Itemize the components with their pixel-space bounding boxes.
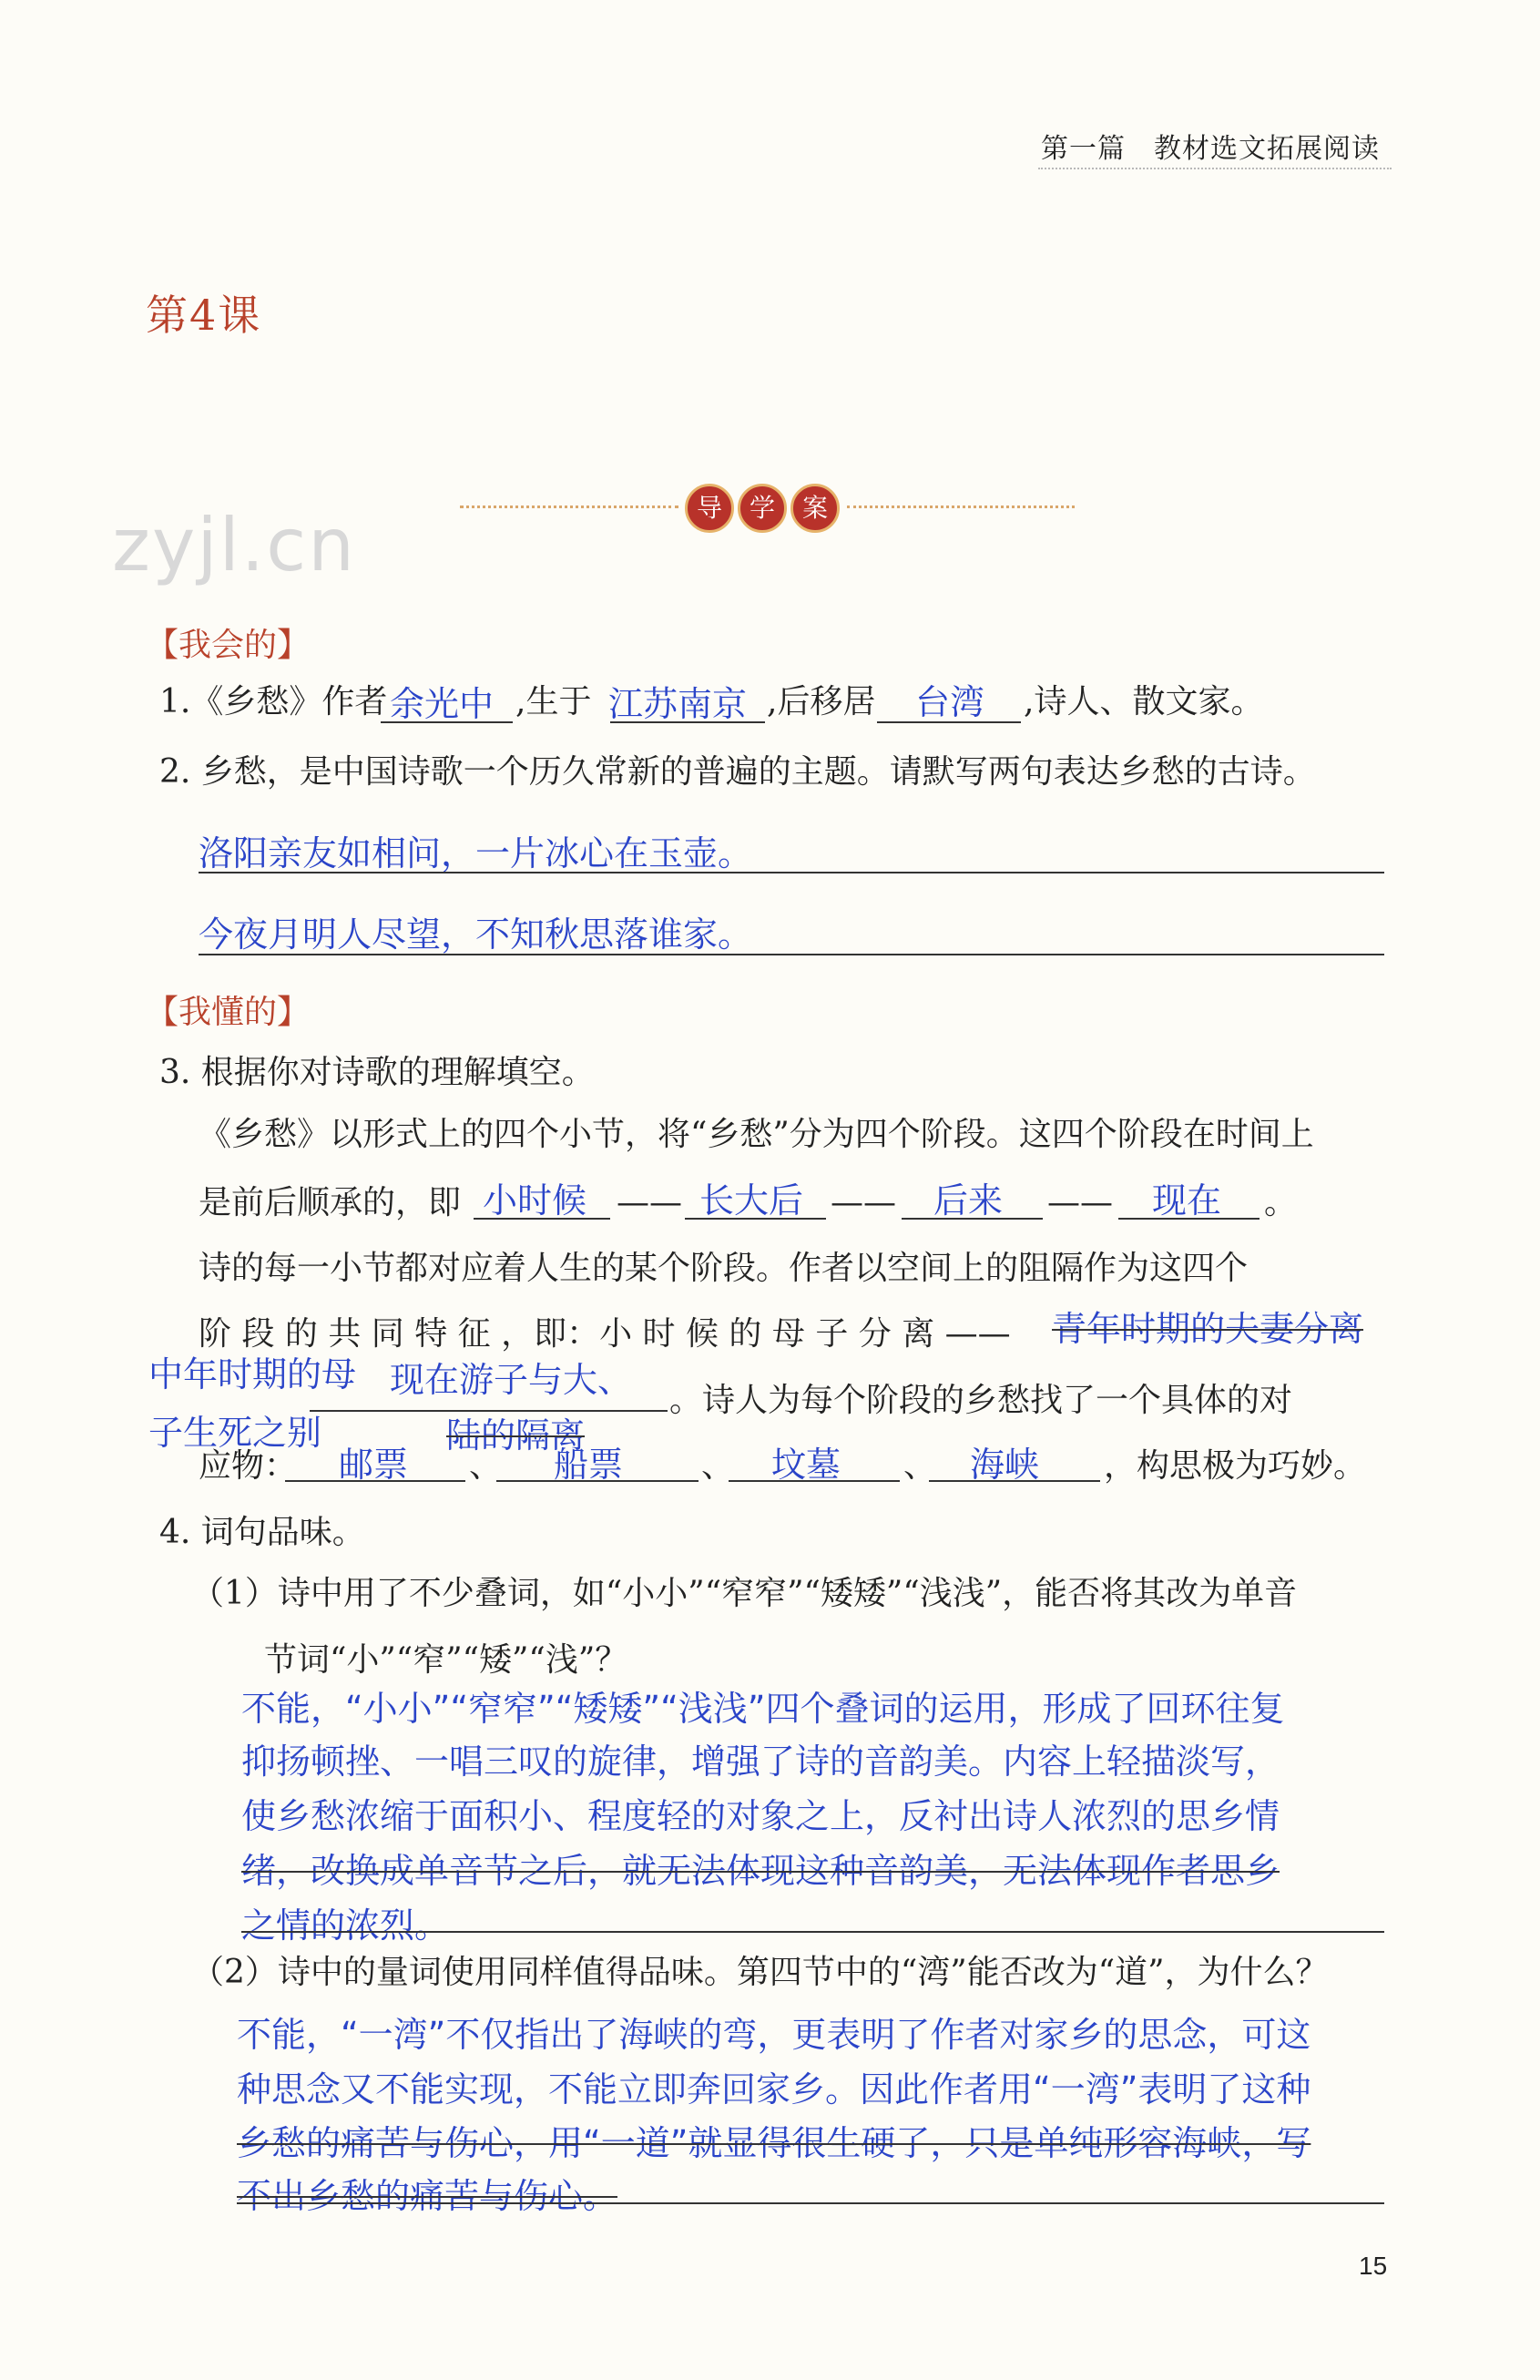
q3-line-4: 阶 段 的 共 同 特 征 ，即：小 时 候 的 母 子 分 离 —— (199, 1315, 1011, 1353)
q1-text-4: ,诗人、散文家。 (1024, 683, 1264, 720)
q3-answer-feature-3a: 现在游子与大、 (390, 1360, 633, 1400)
q3-sep-3: 、 (903, 1447, 937, 1485)
q3-line-6-end: ，构思极为巧妙。 (1104, 1447, 1367, 1485)
q3-answer-stage-4: 现在 (1152, 1180, 1222, 1221)
q3-answer-object-2: 船票 (554, 1445, 624, 1485)
q3-blank-feature-2 (310, 1410, 378, 1412)
banner-seal-1: 导 (685, 484, 734, 533)
q3-sep-1: 、 (469, 1447, 503, 1485)
q3-line-1: 《乡愁》以形式上的四个小节，将“乡愁”分为四个阶段。这四个阶段在时间上 (199, 1116, 1314, 1153)
q3-answer-feature-2b: 子生死之别 (148, 1413, 322, 1453)
q3-answer-stage-1: 小时候 (483, 1180, 587, 1221)
q3-blank-feature-3 (378, 1410, 668, 1412)
q1-text-2: ,生于 (515, 683, 592, 720)
q3-answer-object-4: 海峡 (970, 1445, 1040, 1485)
q2-line-1 (199, 872, 1384, 873)
q4-answer-2-line-2: 种思念又不能实现，不能立即奔回家乡。因此作者用“一湾”表明了这种 (237, 2069, 1311, 2109)
banner-dots-right (847, 506, 1075, 508)
q3-dash-2: —— (831, 1184, 896, 1221)
q3-line-6-lead: 应物： (199, 1447, 298, 1485)
q3-sep-2: 、 (701, 1447, 735, 1485)
q3-dash-3: —— (1047, 1184, 1113, 1221)
q3-dash-1: —— (617, 1184, 682, 1221)
watermark: zyjl.cn (112, 503, 356, 587)
banner-seal-3: 案 (790, 484, 840, 533)
q3-line-5: 。诗人为每个阶段的乡愁找了一个具体的对 (669, 1382, 1293, 1419)
q4-part-1-line-1: （1）诗中用了不少叠词，如“小小”“窄窄”“矮矮”“浅浅”，能否将其改为单音 (191, 1575, 1298, 1612)
q2-prompt: 2. 乡愁，是中国诗歌一个历久常新的普遍的主题。请默写两句表达乡愁的古诗。 (159, 753, 1316, 791)
q3-answer-feature-2a: 中年时期的母 (148, 1354, 357, 1394)
q1-text-1: 1.《乡愁》作者 (159, 683, 388, 720)
q2-answer-2: 今夜月明人尽望，不知秋思落谁家。 (199, 914, 753, 955)
q3-answer-object-1: 邮票 (339, 1445, 409, 1485)
q4-answer-1-line-2: 抑扬顿挫、一唱三叹的旋律，增强了诗的音韵美。内容上轻描淡写， (241, 1742, 1280, 1782)
q2-answer-1: 洛阳亲友如相问，一片冰心在玉壶。 (199, 833, 753, 873)
q3-answer-stage-3: 后来 (933, 1180, 1004, 1221)
banner-dots-left (460, 506, 678, 508)
q3-line-2-end: 。 (1264, 1184, 1298, 1221)
section-heading-known: 【我会的】 (146, 627, 311, 664)
header-divider (1038, 168, 1392, 169)
q4-part-2: （2）诗中的量词使用同样值得品味。第四节中的“湾”能否改为“道”，为什么？ (191, 1954, 1329, 1991)
q3-line-2-lead: 是前后顺承的，即 (199, 1184, 462, 1221)
q3-line-3: 诗的每一小节都对应着人生的某个阶段。作者以空间上的阻隔作为这四个 (199, 1250, 1249, 1287)
q3-prompt: 3. 根据你对诗歌的理解填空。 (159, 1054, 595, 1091)
q4-answer-1-line-5: 之情的浓烈。 (241, 1905, 450, 1946)
q4-answer-2-line-1: 不能，“一湾”不仅指出了海峡的弯，更表明了作者对家乡的思念，可这 (237, 2015, 1311, 2055)
q1-answer-moved-to: 台湾 (915, 682, 985, 722)
section-heading-understand: 【我懂的】 (146, 994, 311, 1031)
q4-answer-1-line-4: 绪，改换成单音节之后，就无法体现这种音韵美，无法体现作者思乡 (241, 1851, 1280, 1891)
q4-answer-2-line-3: 乡愁的痛苦与伤心，用“一道”就显得很生硬了，只是单纯形容海峡，写 (237, 2123, 1311, 2163)
q4-answer-2-underline (237, 2202, 1384, 2204)
q2-line-2 (199, 954, 1384, 955)
banner-seal-2: 学 (738, 484, 787, 533)
q4-prompt: 4. 词句品味。 (159, 1514, 365, 1551)
q1-text-3: ,后移居 (767, 683, 876, 720)
page-number: 15 (1359, 2252, 1388, 2280)
q3-answer-object-3: 坟墓 (771, 1445, 841, 1485)
q3-answer-feature-1: 青年时期的夫妻分离 (1052, 1309, 1364, 1349)
q4-answer-1-underline (241, 1931, 1384, 1933)
q4-answer-1-line-1: 不能，“小小”“窄窄”“矮矮”“浅浅”四个叠词的运用，形成了回环往复 (241, 1689, 1285, 1729)
q1-answer-birthplace: 江苏南京 (608, 684, 748, 724)
q1-answer-author: 余光中 (390, 684, 495, 724)
q4-answer-2-line-4: 不出乡愁的痛苦与伤心。 (237, 2176, 618, 2216)
q3-answer-feature-3b: 陆的隔离 (446, 1415, 586, 1456)
q4-part-1-line-2: 节词“小”“窄”“矮”“浅”？ (264, 1641, 628, 1679)
lesson-title: 第4课 (146, 291, 262, 340)
running-header: 第一篇 教材选文拓展阅读 (1041, 133, 1380, 165)
q4-answer-1-line-3: 使乡愁浓缩于面积小、程度轻的对象之上，反衬出诗人浓烈的思乡情 (241, 1796, 1280, 1836)
q3-answer-stage-2: 长大后 (699, 1180, 804, 1221)
